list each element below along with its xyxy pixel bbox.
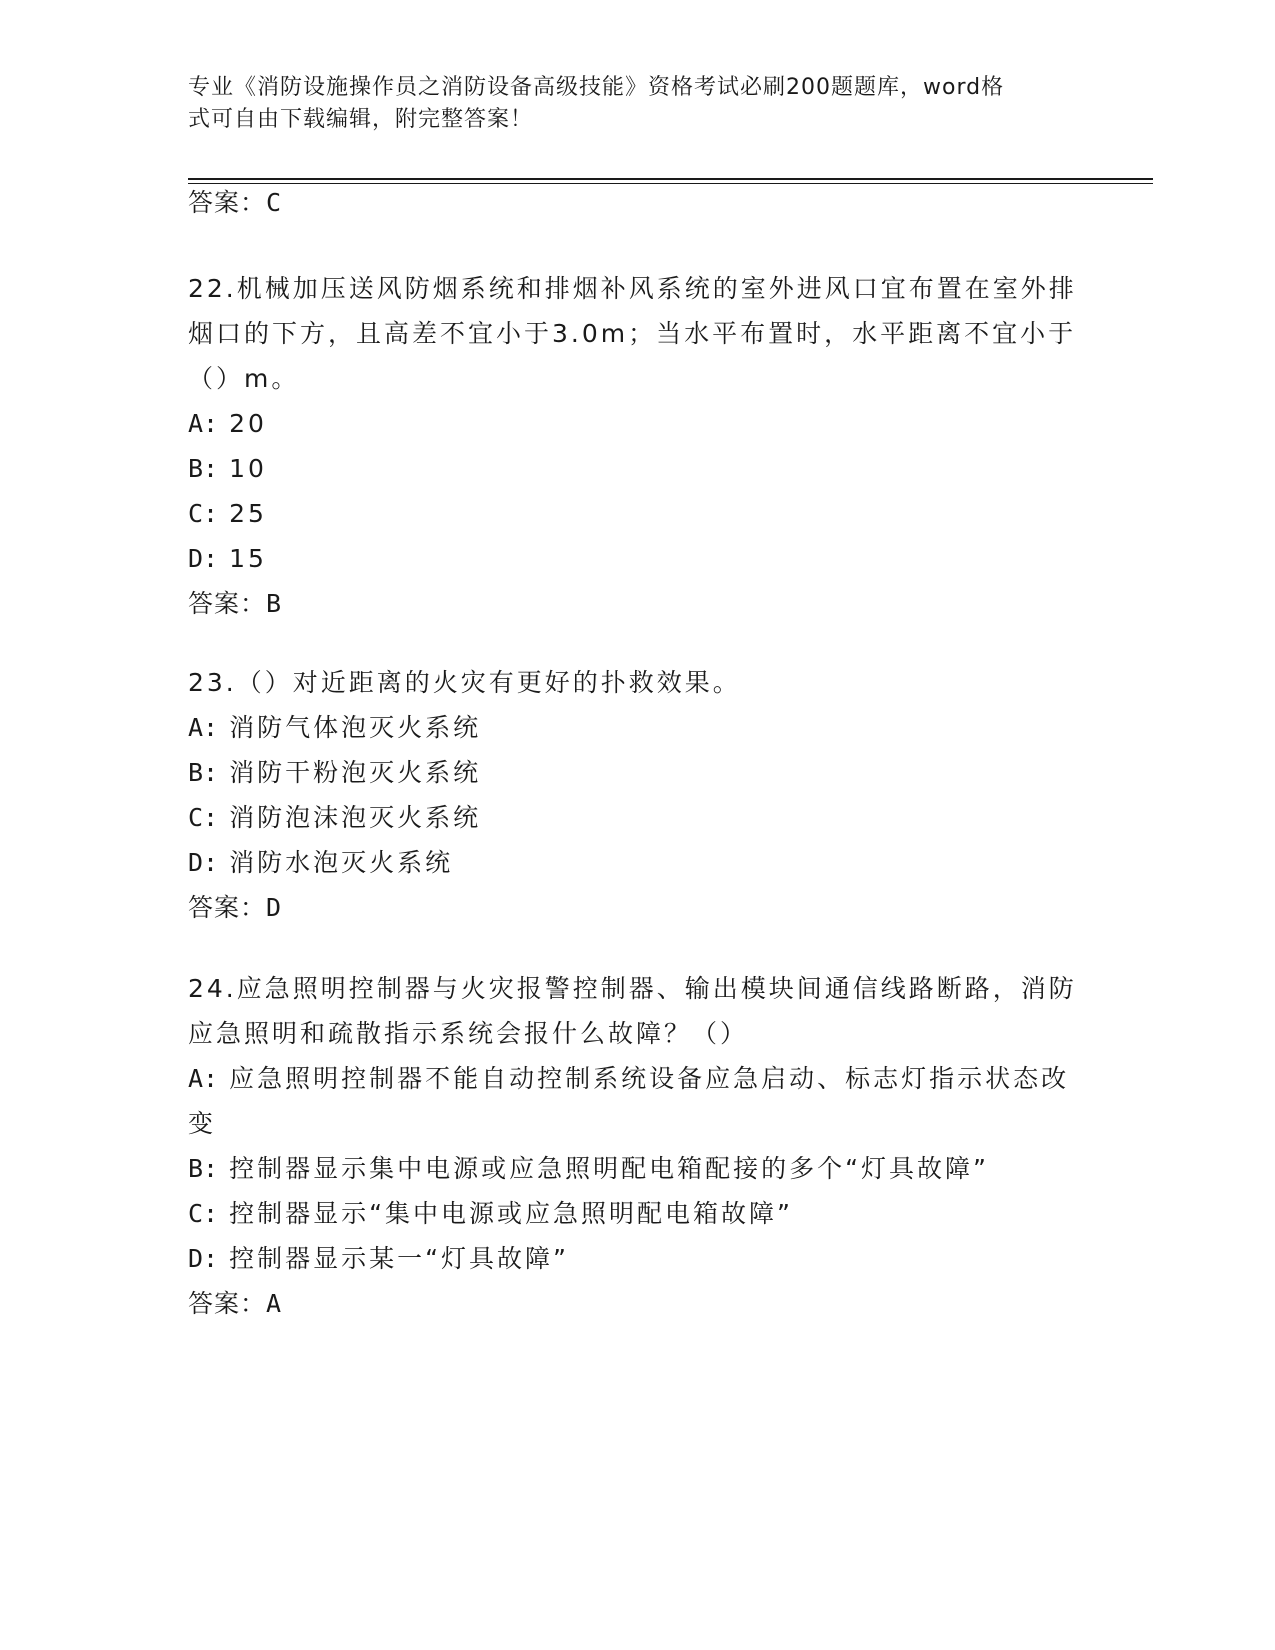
- option-d: [188, 840, 1088, 885]
- previous-answer: [188, 180, 1088, 225]
- answer-line: [188, 180, 1088, 225]
- option-letter: A:: [188, 713, 219, 742]
- option-c: [188, 491, 1088, 536]
- option-text: 控制器显示某一“灯具故障”: [229, 1244, 569, 1273]
- option-text: 15: [229, 544, 267, 573]
- answer-value: A: [266, 1289, 283, 1318]
- option-letter: D:: [188, 1244, 219, 1273]
- option-d: [188, 1236, 1088, 1281]
- question-22: [188, 266, 1088, 626]
- option-letter: A:: [188, 409, 219, 438]
- header-line-2: 式可自由下载编辑，附完整答案！: [188, 107, 534, 132]
- answer-line: [188, 581, 1088, 626]
- option-letter: B:: [188, 1154, 219, 1183]
- option-text: 10: [229, 454, 267, 483]
- option-d: [188, 536, 1088, 581]
- question-24: [188, 966, 1088, 1326]
- answer-value: C: [266, 188, 283, 217]
- option-text: 控制器显示“集中电源或应急照明配电箱故障”: [229, 1199, 793, 1228]
- option-letter: C:: [188, 499, 219, 528]
- option-letter: D:: [188, 544, 219, 573]
- question-text: 24.应急照明控制器与火灾报警控制器、输出模块间通信线路断路，消防应急照明和疏散指示系统会报什么故障？（）: [188, 974, 1077, 1048]
- option-text: 消防泡沫泡灭火系统: [229, 803, 482, 832]
- answer-label: 答案：: [188, 893, 267, 922]
- option-letter: B:: [188, 454, 219, 483]
- option-b: [188, 750, 1088, 795]
- option-letter: A:: [188, 1064, 219, 1093]
- option-text: 20: [229, 409, 267, 438]
- question-text: 22.机械加压送风防烟系统和排烟补风系统的室外进风口宜布置在室外排烟口的下方，且高差不宜小于3.0m；当水平布置时，水平距离不宜小于（）m。: [188, 274, 1077, 393]
- option-text: 控制器显示集中电源或应急照明配电箱配接的多个“灯具故障”: [229, 1154, 989, 1183]
- answer-value: D: [266, 893, 283, 922]
- option-text: 消防水泡灭火系统: [229, 848, 454, 877]
- answer-value: B: [266, 589, 283, 618]
- answer-line: [188, 1281, 1088, 1326]
- option-text: 消防干粉泡灭火系统: [229, 758, 482, 787]
- option-text: 消防气体泡灭火系统: [229, 713, 482, 742]
- header-line-1: 专业《消防设施操作员之消防设备高级技能》资格考试必刷200题题库，word格: [188, 75, 1005, 100]
- option-b: [188, 446, 1088, 491]
- option-text: 25: [229, 499, 267, 528]
- option-letter: C:: [188, 803, 219, 832]
- option-a: [188, 1056, 1088, 1146]
- option-c: [188, 795, 1088, 840]
- answer-label: 答案：: [188, 188, 267, 217]
- option-letter: C:: [188, 1199, 219, 1228]
- option-c: [188, 1191, 1088, 1236]
- option-letter: B:: [188, 758, 219, 787]
- option-a: [188, 705, 1088, 750]
- option-text: 应急照明控制器不能自动控制系统设备应急启动、标志灯指示状态改变: [188, 1064, 1070, 1138]
- question-23: [188, 660, 1088, 930]
- question-text: 23.（）对近距离的火灾有更好的扑救效果。: [188, 668, 741, 697]
- option-a: [188, 401, 1088, 446]
- document-header: [188, 72, 1078, 136]
- answer-label: 答案：: [188, 589, 267, 618]
- answer-line: [188, 885, 1088, 930]
- option-letter: D:: [188, 848, 219, 877]
- option-b: [188, 1146, 1088, 1191]
- answer-label: 答案：: [188, 1289, 267, 1318]
